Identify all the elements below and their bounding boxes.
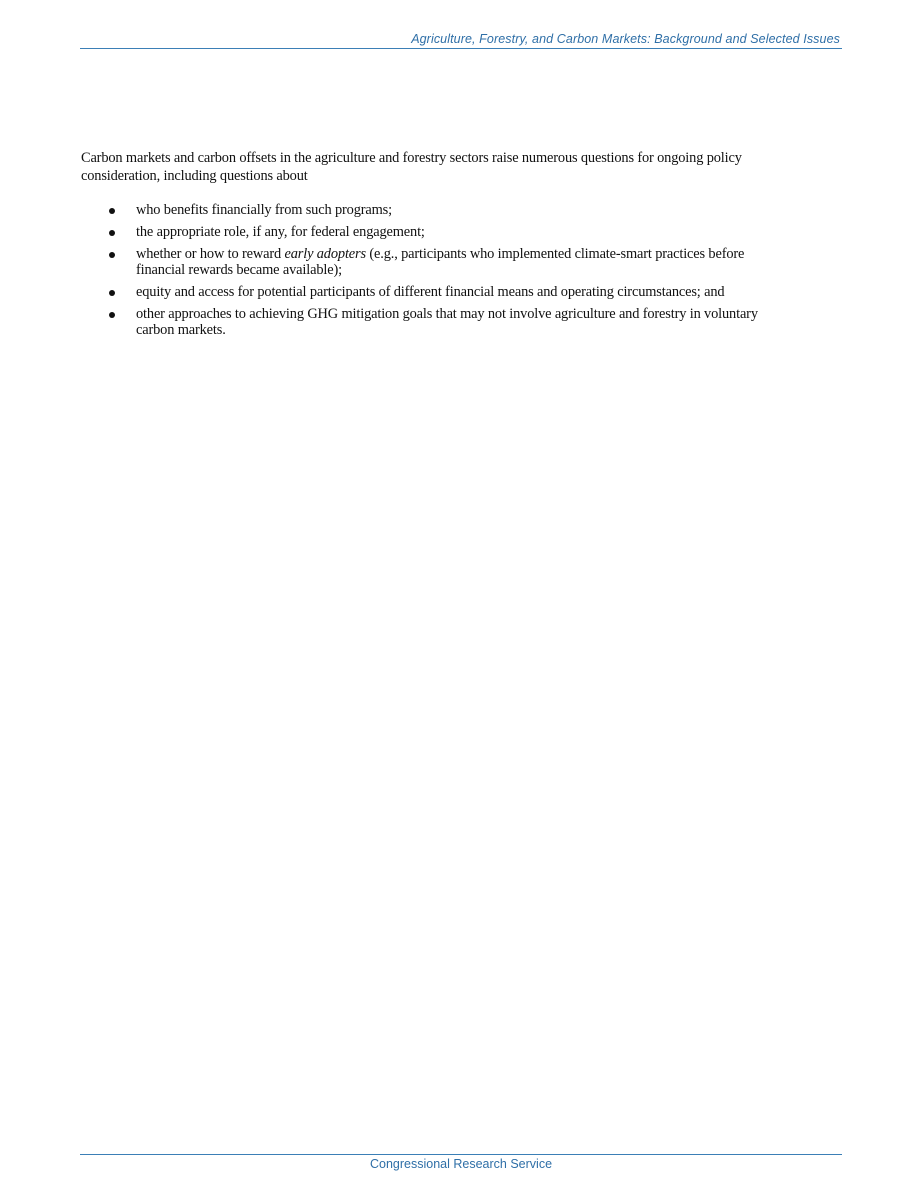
body-content — [81, 149, 811, 344]
bullet-icon — [109, 208, 115, 214]
running-footer — [80, 1154, 842, 1173]
running-header-title: Agriculture, Forestry, and Carbon Markets: Background and Selected Issues — [411, 32, 840, 46]
bullet-icon — [109, 230, 115, 236]
intro-paragraph: Carbon markets and carbon offsets in the agriculture and forestry sectors raise numerous questions for ongoing policy consideration, including questions about — [81, 150, 742, 184]
bullet-icon — [109, 290, 115, 296]
list-item — [81, 202, 811, 218]
list-item — [81, 224, 811, 240]
question-list — [81, 202, 811, 338]
running-header — [80, 31, 842, 49]
bullet-icon — [109, 252, 115, 258]
list-item-text: the appropriate role, if any, for federal engagement; — [136, 224, 425, 240]
early-adopters-term: early adopters — [284, 246, 366, 262]
list-item-text-before: whether or how to reward — [136, 246, 285, 262]
bullet-icon — [109, 312, 115, 318]
list-item-text: who benefits financially from such programs; — [136, 202, 392, 218]
footer-organization: Congressional Research Service — [369, 1157, 553, 1171]
list-item-text-after: (e.g., participants who implemented climate-smart practices before financial rewards became available); — [136, 246, 745, 278]
list-item — [81, 306, 811, 338]
list-item-text: equity and access for potential participants of different financial means and operating circumstances; and — [136, 284, 725, 300]
list-item — [81, 246, 811, 278]
list-item — [81, 284, 811, 300]
list-item-text: other approaches to achieving GHG mitigation goals that may not involve agriculture and forestry in voluntary carbon markets. — [136, 306, 758, 338]
